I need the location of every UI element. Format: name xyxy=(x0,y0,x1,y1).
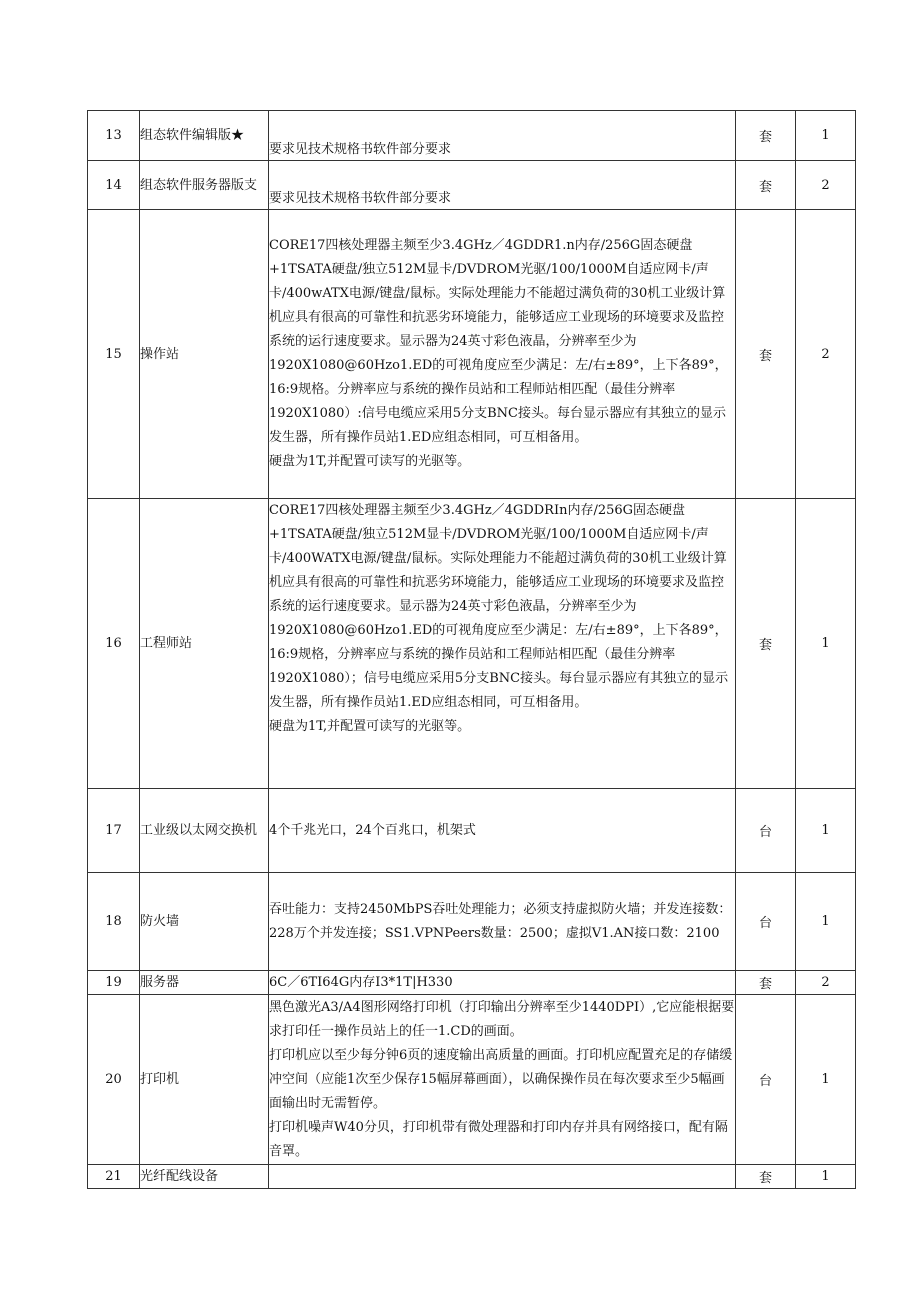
item-quantity: 1 xyxy=(796,995,856,1165)
spec-paragraph: 打印机应以至少每分钟6页的速度输出高质量的画面。打印机应配置充足的存储缓冲空间（应能1次至少保存15幅屏幕画面），以确保操作员在每次要求至少5幅画面输出时无需暂停。 xyxy=(269,1047,733,1111)
row-number: 19 xyxy=(88,971,140,995)
item-name: 组态软件服务器版支 xyxy=(140,161,269,210)
item-spec xyxy=(269,111,736,161)
item-unit: 套 xyxy=(736,111,796,161)
item-quantity: 2 xyxy=(796,161,856,210)
spec-paragraph: 硬盘为1T,并配置可读写的光驱等。 xyxy=(269,719,471,734)
item-spec xyxy=(269,499,736,789)
table-row xyxy=(88,1165,856,1189)
row-number: 18 xyxy=(88,873,140,971)
table-row xyxy=(88,789,856,873)
spec-paragraph: 要求见技术规格书软件部分要求 xyxy=(269,191,452,206)
row-number: 16 xyxy=(88,499,140,789)
spec-paragraph: 黑色激光A3/A4图形网络打印机（打印输出分辨率至少1440DPI）,它应能根据要求打印任一操作员站上的任一1.CD的画面。 xyxy=(269,999,735,1039)
item-name: 防火墙 xyxy=(140,873,269,971)
item-unit: 台 xyxy=(736,873,796,971)
spec-paragraph: 硬盘为1T,并配置可读写的光驱等。 xyxy=(269,454,471,469)
item-unit: 套 xyxy=(736,161,796,210)
table-row xyxy=(88,111,856,161)
item-name: 工程师站 xyxy=(140,499,269,789)
table-row xyxy=(88,971,856,995)
item-quantity: 2 xyxy=(796,210,856,499)
item-name: 服务器 xyxy=(140,971,269,995)
item-name: 组态软件编辑版★ xyxy=(140,111,269,161)
item-spec xyxy=(269,161,736,210)
spec-paragraph: 4个千兆光口，24个百兆口，机架式 xyxy=(269,822,476,838)
item-name: 操作站 xyxy=(140,210,269,499)
spec-paragraph: CORE17四核处理器主频至少3.4GHz／4GDDRIn内存/256G固态硬盘+1TSATA硬盘/独立512M显卡/DVDROM光驱/100/1000M自适应网卡/声卡/400WATX电源/键盘/鼠标。实际处理能力不能超过满负荷的30机工业级计算机应具有很高的可靠性和抗恶劣环境能力，能够适应工业现场的环境要求及监控系统的运行速度要求。显示器为24英寸彩色液晶，分辨率至少为1920X1080@60Hzo1.ED的可视角度应至少满足：左/右±89°，上下各89°，16:9规格，分辨率应与系统的操作员站和工程师站相匹配（最佳分辨率1920X1080）；信号电缆应采用5分支BNC接头。每台显示器应有其独立的显示发生器，所有操作员站1.ED应组态相同，可互相备用。 xyxy=(269,503,729,710)
row-number: 13 xyxy=(88,111,140,161)
table-row xyxy=(88,995,856,1165)
item-quantity: 1 xyxy=(796,1165,856,1189)
spec-paragraph: CORE17四核处理器主频至少3.4GHz／4GDDR1.n内存/256G固态硬盘+1TSATA硬盘/独立512M显卡/DVDROM光驱/100/1000M自适应网卡/声卡/400wATX电源/键盘/鼠标。实际处理能力不能超过满负荷的30机工业级计算机应具有很高的可靠性和抗恶劣环境能力，能够适应工业现场的环境要求及监控系统的运行速度要求。显示器为24英寸彩色液晶，分辨率至少为1920X1080@60Hzo1.ED的可视角度应至少满足：左/右±89°，上下各89°，16:9规格。分辨率应与系统的操作员站和工程师站相匹配（最佳分辨率1920X1080）:信号电缆应采用5分支BNC接头。每台显示器应有其独立的显示发生器，所有操作员站1.ED应组态相同，可互相备用。 xyxy=(269,238,728,445)
item-name: 光纤配线设备 xyxy=(140,1165,269,1189)
row-number: 20 xyxy=(88,995,140,1165)
item-quantity: 1 xyxy=(796,499,856,789)
item-quantity: 1 xyxy=(796,111,856,161)
row-number: 21 xyxy=(88,1165,140,1189)
item-spec xyxy=(269,1165,736,1189)
item-quantity: 2 xyxy=(796,971,856,995)
item-spec xyxy=(269,995,736,1165)
item-name: 工业级以太网交换机 xyxy=(140,789,269,873)
item-name: 打印机 xyxy=(140,995,269,1165)
item-unit: 套 xyxy=(736,1165,796,1189)
row-number: 15 xyxy=(88,210,140,499)
item-spec xyxy=(269,873,736,971)
spec-paragraph: 6C／6TI64G内存I3*1T|H330 xyxy=(269,974,453,990)
item-unit: 套 xyxy=(736,210,796,499)
item-spec xyxy=(269,789,736,873)
item-unit: 套 xyxy=(736,971,796,995)
table-row xyxy=(88,210,856,499)
table-row xyxy=(88,161,856,210)
item-unit: 台 xyxy=(736,995,796,1165)
item-unit: 套 xyxy=(736,499,796,789)
item-quantity: 1 xyxy=(796,873,856,971)
table-row xyxy=(88,873,856,971)
row-number: 17 xyxy=(88,789,140,873)
item-quantity: 1 xyxy=(796,789,856,873)
spec-paragraph: 打印机噪声W40分贝，打印机带有微处理器和打印内存并具有网络接口，配有隔音罩。 xyxy=(269,1119,728,1159)
equipment-spec-table xyxy=(87,110,856,1189)
spec-paragraph: 要求见技术规格书软件部分要求 xyxy=(269,142,452,157)
item-spec xyxy=(269,210,736,499)
table-row xyxy=(88,499,856,789)
item-spec xyxy=(269,971,736,995)
row-number: 14 xyxy=(88,161,140,210)
item-unit: 台 xyxy=(736,789,796,873)
spec-paragraph: 吞吐能力：支持2450MbPS吞吐处理能力；必须支持虚拟防火墙；并发连接数：228万个并发连接；SS1.VPNPeers数量：2500；虚拟V1.AN接口数：2100 xyxy=(269,901,732,941)
